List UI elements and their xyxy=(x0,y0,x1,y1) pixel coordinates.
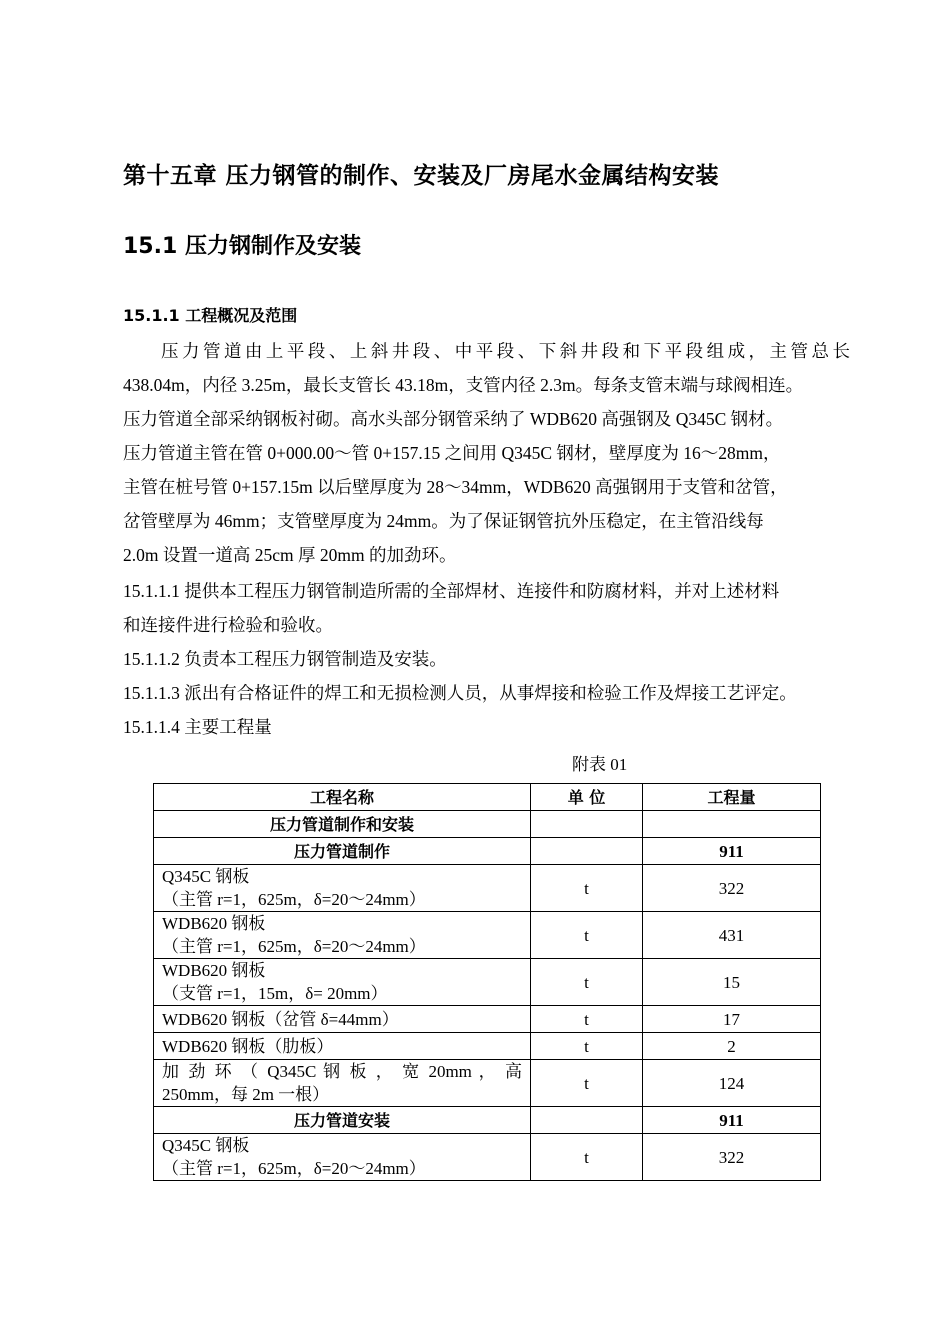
paragraph-line: 压力管道全部采纳钢板衬砌。高水头部分钢管采纳了 WDB620 高强钢及 Q345C 钢材。 xyxy=(123,409,784,429)
item-3: 15.1.1.3 派出有合格证件的焊工和无损检测人员，从事焊接和检验工作及焊接工艺评定。 xyxy=(123,683,797,703)
quantity-table xyxy=(153,783,821,1181)
table-row xyxy=(154,865,821,912)
item-unit: t xyxy=(531,865,643,912)
subsection-title: 15.1.1 工程概况及范围 xyxy=(123,306,298,325)
table-row xyxy=(154,1134,821,1181)
table-row xyxy=(154,838,821,865)
header-name: 工程名称 xyxy=(154,784,531,811)
item-name: WDB620 钢板 （主管 r=1，625m，δ=20～24mm） xyxy=(154,912,531,959)
group-total: 911 xyxy=(643,1107,821,1134)
item-name: Q345C 钢板 （主管 r=1，625m，δ=20～24mm） xyxy=(154,865,531,912)
table-row xyxy=(154,1006,821,1033)
item-name: WDB620 钢板（肋板） xyxy=(154,1033,531,1060)
table-row xyxy=(154,811,821,838)
paragraph-line: 压力管道主管在管 0+000.00～管 0+157.15 之间用 Q345C 钢材，壁厚度为 16～28mm， xyxy=(123,443,781,463)
item-name: Q345C 钢板 （主管 r=1，625m，δ=20～24mm） xyxy=(154,1134,531,1181)
item-name: 加 劲 环 （ Q345C 钢 板 ， 宽 20mm ， 高 250mm，每 2m 一根） xyxy=(154,1060,531,1107)
chapter-title: 第十五章 压力钢管的制作、安装及厂房尾水金属结构安装 xyxy=(123,163,720,189)
item-unit: t xyxy=(531,1134,643,1181)
item-qty: 17 xyxy=(643,1006,821,1033)
item-qty: 2 xyxy=(643,1033,821,1060)
group-heading: 压力管道安装 xyxy=(154,1107,531,1134)
section-heading: 压力管道制作和安装 xyxy=(154,811,531,838)
item-name: WDB620 钢板（岔管 δ=44mm） xyxy=(154,1006,531,1033)
item-name: WDB620 钢板 （支管 r=1，15m，δ= 20mm） xyxy=(154,959,531,1006)
item-1-line: 和连接件进行检验和验收。 xyxy=(123,615,333,635)
table-row xyxy=(154,912,821,959)
table-row xyxy=(154,1107,821,1134)
item-unit: t xyxy=(531,1006,643,1033)
group-heading: 压力管道制作 xyxy=(154,838,531,865)
item-qty: 15 xyxy=(643,959,821,1006)
item-qty: 124 xyxy=(643,1060,821,1107)
table-row xyxy=(154,1033,821,1060)
item-4: 15.1.1.4 主要工程量 xyxy=(123,717,272,737)
item-unit: t xyxy=(531,1060,643,1107)
item-unit: t xyxy=(531,1033,643,1060)
item-qty: 322 xyxy=(643,1134,821,1181)
item-unit: t xyxy=(531,959,643,1006)
table-header-row xyxy=(154,784,821,811)
group-total: 911 xyxy=(643,838,821,865)
item-1-line: 15.1.1.1 提供本工程压力钢管制造所需的全部焊材、连接件和防腐材料，并对上述材料 xyxy=(123,581,780,601)
paragraph-line: 438.04m，内径 3.25m，最长支管长 43.18m，支管内径 2.3m。每条支管末端与球阀相连。 xyxy=(123,375,804,395)
paragraph-line: 2.0m 设置一道高 25cm 厚 20mm 的加劲环。 xyxy=(123,545,457,565)
paragraph-line: 压力管道由上平段、上斜井段、中平段、下斜井段和下平段组成，主管总长 xyxy=(161,341,850,361)
table-row xyxy=(154,959,821,1006)
item-unit: t xyxy=(531,912,643,959)
header-qty: 工程量 xyxy=(643,784,821,811)
paragraph-line: 主管在桩号管 0+157.15m 以后壁厚度为 28～34mm，WDB620 高强钢用于支管和岔管， xyxy=(123,477,788,497)
table-caption: 附表 01 xyxy=(572,755,628,774)
table-row xyxy=(154,1060,821,1107)
item-qty: 431 xyxy=(643,912,821,959)
paragraph-line: 岔管壁厚为 46mm；支管壁厚度为 24mm。为了保证钢管抗外压稳定，在主管沿线每 xyxy=(123,511,764,531)
header-unit: 单 位 xyxy=(531,784,643,811)
section-title: 15.1 压力钢制作及安装 xyxy=(123,234,361,259)
item-qty: 322 xyxy=(643,865,821,912)
item-2: 15.1.1.2 负责本工程压力钢管制造及安装。 xyxy=(123,649,447,669)
